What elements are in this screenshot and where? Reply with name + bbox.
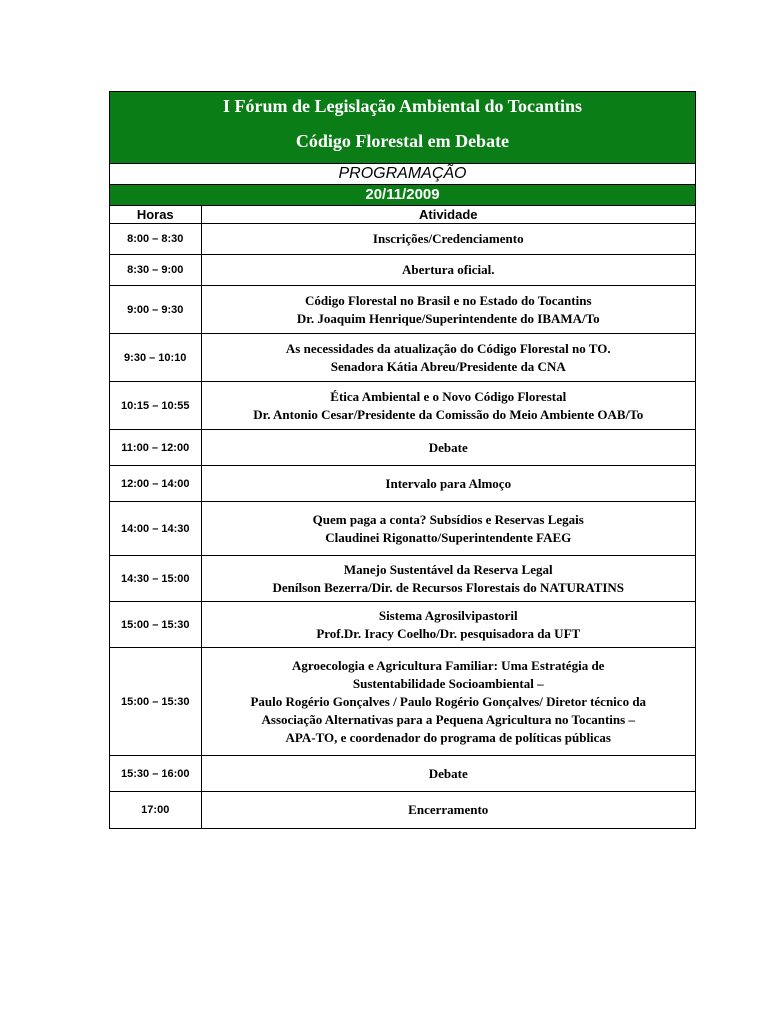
activity-line: Intervalo para Almoço (385, 475, 512, 491)
time-cell: 14:00 – 14:30 (110, 502, 201, 556)
table-row (110, 382, 695, 430)
activity-line: Encerramento (408, 801, 489, 817)
activity-line: Paulo Rogério Gonçalves / Paulo Rogério Gonçalves/ Diretor técnico da (250, 693, 647, 709)
time-cell: 10:15 – 10:55 (110, 382, 201, 430)
activity-line: Quem paga a conta? Subsídios e Reservas Legais (312, 511, 584, 527)
time-cell: 9:00 – 9:30 (110, 286, 201, 334)
event-title: I Fórum de Legislação Ambiental do Tocantins (222, 96, 583, 116)
activity-cell (201, 792, 695, 828)
schedule-rows (110, 224, 695, 828)
activity-line: Código Florestal no Brasil e no Estado do Tocantins (304, 292, 592, 308)
time-cell: 15:00 – 15:30 (110, 648, 201, 756)
table-row (110, 334, 695, 382)
activity-line: Debate (428, 765, 468, 781)
table-row (110, 556, 695, 602)
activity-line: Manejo Sustentável da Reserva Legal (343, 561, 553, 577)
activity-cell (201, 756, 695, 792)
activity-line: Denílson Bezerra/Dir. de Recursos Florestais do NATURATINS (272, 579, 625, 595)
activity-line: Debate (428, 439, 468, 455)
event-subtitle: Código Florestal em Debate (295, 131, 510, 151)
time-cell: 9:30 – 10:10 (110, 334, 201, 382)
activity-line: Abertura oficial. (402, 262, 495, 277)
activity-cell (201, 382, 695, 430)
activity-line: Dr. Joaquim Henrique/Superintendente do IBAMA/To (296, 310, 600, 326)
activity-line: As necessidades da atualização do Código Florestal no TO. (285, 340, 611, 356)
activity-line: Ética Ambiental e o Novo Código Florestal (330, 388, 567, 404)
activity-line: Prof.Dr. Iracy Coelho/Dr. pesquisadora da UFT (316, 625, 581, 641)
activity-line: Associação Alternativas para a Pequena Agricultura no Tocantins – (261, 711, 635, 727)
activity-line: Agroecologia e Agricultura Familiar: Uma Estratégia de (292, 657, 605, 673)
activity-cell (201, 502, 695, 556)
table-row (110, 756, 695, 792)
activity-cell (201, 286, 695, 334)
table-row (110, 648, 695, 756)
time-cell: 17:00 (110, 792, 201, 828)
activity-cell (201, 648, 695, 756)
activity-line: Dr. Antonio Cesar/Presidente da Comissão do Meio Ambiente OAB/To (253, 406, 644, 422)
activity-line: Sistema Agrosilvipastoril (378, 607, 518, 623)
activity-cell (201, 224, 695, 255)
activity-line: Inscrições/Credenciamento (372, 231, 524, 246)
activity-cell (201, 602, 695, 648)
table-row (110, 286, 695, 334)
time-cell: 8:00 – 8:30 (110, 224, 201, 255)
table-row (110, 255, 695, 286)
program-label: PROGRAMAÇÃO (110, 164, 695, 185)
activity-cell (201, 430, 695, 466)
activity-cell (201, 556, 695, 602)
activity-line: APA-TO, e coordenador do programa de políticas públicas (285, 729, 611, 745)
program-date: 20/11/2009 (110, 185, 695, 206)
table-row (110, 502, 695, 556)
table-row (110, 224, 695, 255)
time-cell: 8:30 – 9:00 (110, 255, 201, 286)
activity-cell (201, 255, 695, 286)
table-row (110, 466, 695, 502)
time-cell: 14:30 – 15:00 (110, 556, 201, 602)
activity-line: Claudinei Rigonatto/Superintendente FAEG (325, 529, 572, 545)
activity-line: Sustentabilidade Socioambiental – (352, 675, 544, 691)
activity-cell (201, 334, 695, 382)
table-row (110, 792, 695, 828)
event-header (110, 92, 695, 164)
program-sheet (109, 91, 696, 829)
time-cell: 15:00 – 15:30 (110, 602, 201, 648)
activity-cell (201, 466, 695, 502)
time-cell: 12:00 – 14:00 (110, 466, 201, 502)
table-row (110, 430, 695, 466)
schedule-table (110, 206, 695, 828)
time-cell: 15:30 – 16:00 (110, 756, 201, 792)
activity-line: Senadora Kátia Abreu/Presidente da CNA (330, 358, 566, 374)
column-header-hours: Horas (110, 206, 201, 224)
column-header-activity: Atividade (418, 207, 478, 222)
time-cell: 11:00 – 12:00 (110, 430, 201, 466)
table-header-row (110, 206, 695, 224)
table-row (110, 602, 695, 648)
